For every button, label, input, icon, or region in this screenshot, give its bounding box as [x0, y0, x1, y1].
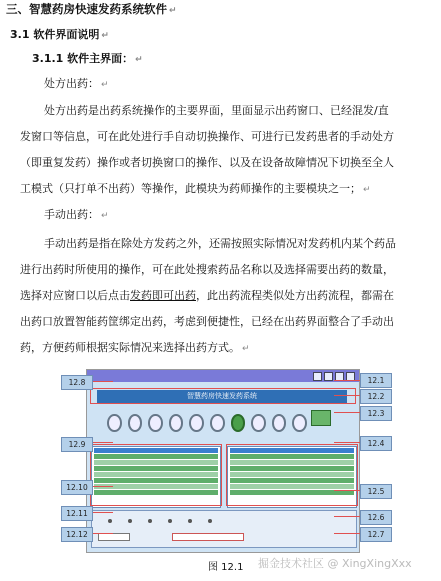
heading-3: 3.1.1 软件主界面： ↵ [32, 52, 143, 65]
highlight-box-left [90, 444, 222, 506]
manual-line-3: 选择对应窗口以后点击发药即可出药，此出药流程类似处方出药流程，都需在 [20, 289, 394, 302]
green-button [311, 410, 331, 426]
window-titlebar [87, 370, 359, 382]
label-12-10: 12.10 [61, 480, 93, 495]
label-12-9: 12.9 [61, 437, 93, 452]
system-banner: 智慧药房快速发药系统 [97, 390, 347, 403]
manual-label: 手动出药： ↵ [44, 208, 109, 221]
highlight-box-title [90, 388, 356, 404]
rx-line-1: 处方出药是出药系统操作的主要界面，里面显示出药窗口、已经混发/直 [44, 104, 389, 117]
manual-line-1: 手动出药是指在除处方发药之外，还需按照实际情况对发药机内某个药品 [44, 237, 396, 250]
label-12-5: 12.5 [360, 484, 392, 499]
bottom-panel [91, 510, 357, 548]
label-12-2: 12.2 [360, 389, 392, 404]
label-12-4: 12.4 [360, 436, 392, 451]
label-12-12: 12.12 [61, 527, 93, 542]
highlight-box-right [226, 444, 358, 506]
label-12-8: 12.8 [61, 375, 93, 390]
heading-1: 三、智慧药房快速发药系统软件 ↵ [6, 2, 177, 16]
watermark: 掘金技术社区 @ XingXingXxx [258, 557, 412, 570]
figure-caption: 图 12.1 [208, 562, 244, 573]
rx-line-3: （即重复发药）操作或者切换窗口的操作、以及在设备故障情况下切换至全人 [20, 156, 394, 169]
label-12-7: 12.7 [360, 527, 392, 542]
label-12-3: 12.3 [360, 406, 392, 421]
label-12-11: 12.11 [61, 506, 93, 521]
label-12-1: 12.1 [360, 373, 392, 388]
rx-line-2: 发窗口等信息，可在此处进行手自动切换操作、可进行已发药患者的手动处方 [20, 130, 394, 143]
rx-label: 处方出药： ↵ [44, 77, 109, 90]
manual-line-4: 出药口放置智能药筐绑定出药，考虑到便捷性，已经在出药界面整合了手动出 [20, 315, 394, 328]
label-12-6: 12.6 [360, 510, 392, 525]
manual-line-2: 进行出药时所使用的操作，可在此处搜索药品名称以及选择需要出药的数量， [20, 263, 394, 276]
mode-buttons [107, 410, 307, 438]
manual-line-5: 药，方便药师根据实际情况来选择出药方式。 ↵ [20, 341, 250, 354]
heading-2: 3.1 软件界面说明 ↵ [10, 28, 109, 41]
rx-line-4: 工模式（只打单不出药）等操作，此模块为药师操作的主要模块之一； ↵ [20, 182, 371, 195]
